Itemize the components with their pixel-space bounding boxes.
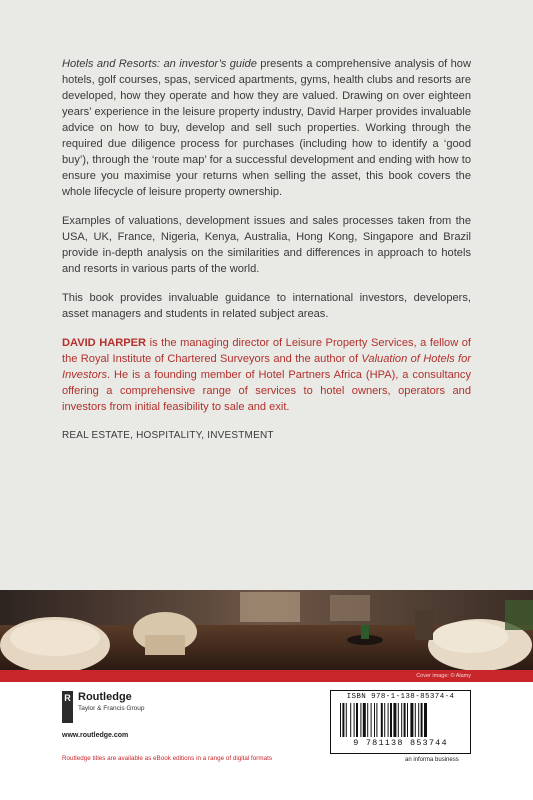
author-previous-book: Valuation of Hotels for Investors [62, 353, 471, 381]
author-name: DAVID HARPER [62, 337, 147, 349]
description-paragraph-1 [62, 56, 471, 200]
barcode-bars-icon [334, 701, 467, 739]
author-bio-part2: . He is a founding member of Hotel Partners Africa (HPA), a consultancy offering a comprehensive range of services to hotel owners, operators and investors from initial feasibility to sale and exit. [62, 369, 471, 413]
ebook-note: Routledge titles are available as eBook editions in a range of digital formats [62, 755, 273, 762]
cover-credit: Cover image: © Alamy [416, 673, 471, 679]
description-paragraph-2: Examples of valuations, development issues and sales processes taken from the USA, UK, France, Nigeria, Kenya, Australia, Hong Kong, Singapore and Brazil provide in-depth analysis on the similarities and differences in approach to hotels and resorts in various parts of the world. [62, 215, 471, 275]
publisher-section [0, 682, 533, 800]
description-body: presents a comprehensive analysis of how hotels, golf courses, spas, serviced apartments, gyms, health clubs and resorts are developed, how they operate and how they are valued. Drawing on over eighteen years’ experience in the leisure property industry, David Harper provides invaluable advice on how to buy, develop and sell such properties. Working through the required due diligence process for purchases (including how to identify a ‘good buy’), through the ‘route map’ for a successful development and ending with how to ensure you maximise your returns when selling the asset, this book covers the whole lifecycle of leisure property ownership. [62, 58, 471, 198]
subject-categories: REAL ESTATE, HOSPITALITY, INVESTMENT [62, 430, 274, 441]
routledge-logo [62, 691, 144, 723]
publisher-website: www.routledge.com [62, 732, 129, 739]
isbn-barcode [330, 690, 471, 754]
publisher-name: Routledge [78, 691, 132, 703]
credit-bar [0, 670, 533, 682]
lobby-photo [0, 590, 533, 670]
book-title: Hotels and Resorts: an investor’s guide [62, 58, 257, 70]
informa-tagline: an informa business [405, 757, 459, 763]
description-paragraph-3: This book provides invaluable guidance to international investors, developers, asset managers and students in related subject areas. [62, 292, 471, 320]
barcode-number: 9 781138 853744 [353, 738, 448, 748]
isbn-text: ISBN 978-1-138-85374-4 [346, 693, 455, 701]
lobby-photo-illustration [0, 590, 533, 670]
back-cover-text [62, 56, 471, 457]
routledge-logo-icon: R [62, 691, 73, 723]
author-bio [62, 335, 471, 415]
author-bio-part1: is the managing director of Leisure Property Services, a fellow of the Royal Institute of Chartered Surveyors and the author of [62, 337, 471, 365]
publisher-group: Taylor & Francis Group [78, 705, 145, 712]
